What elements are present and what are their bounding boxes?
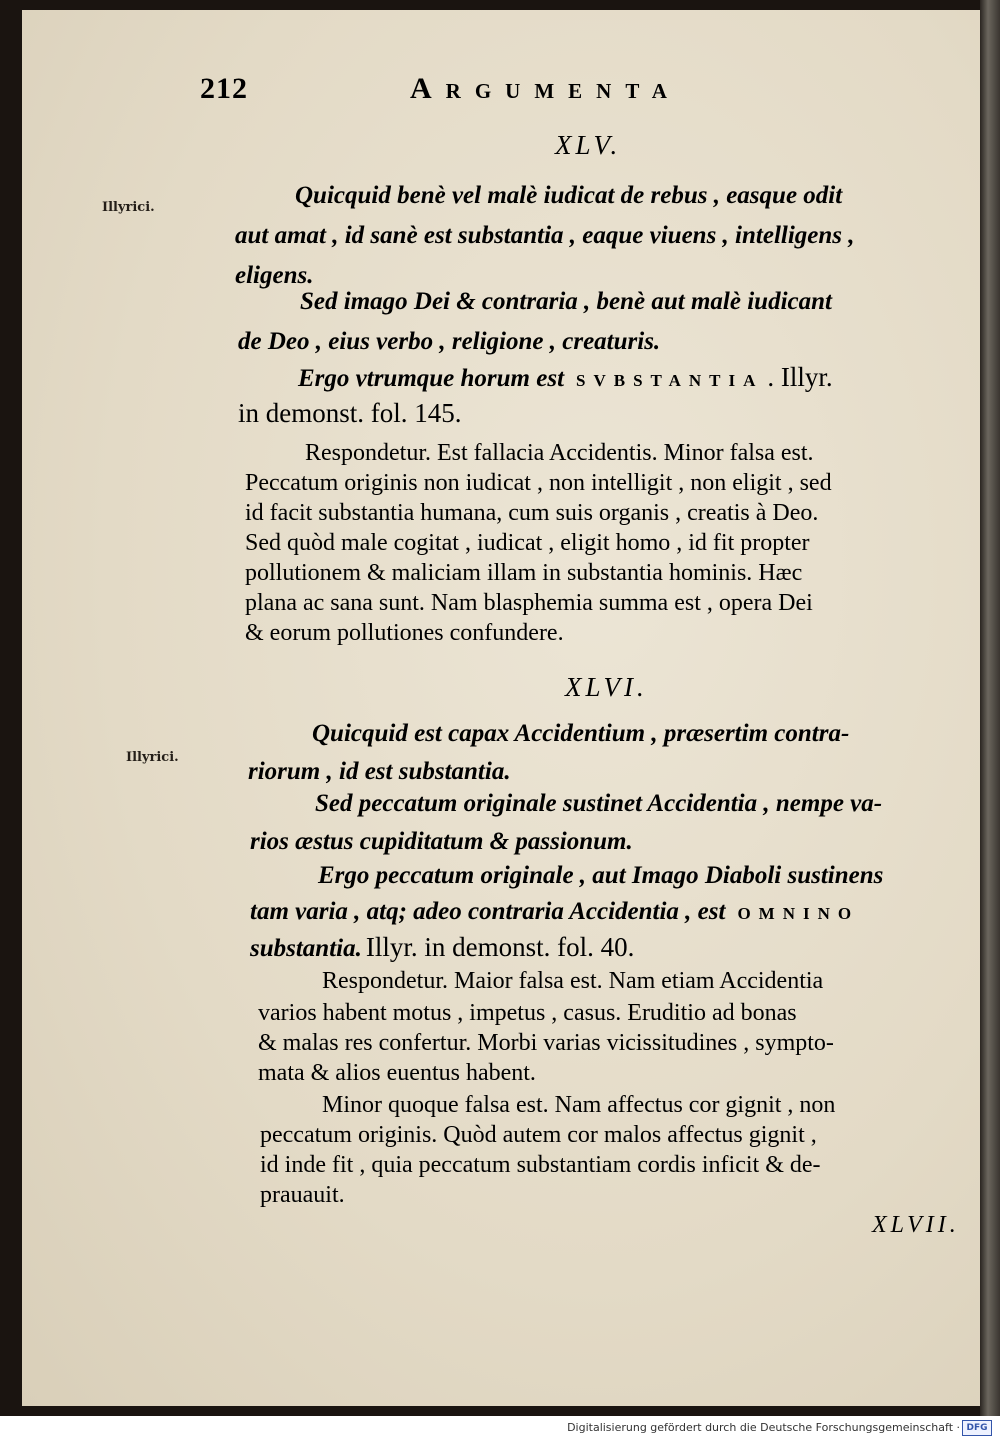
text-line [250,898,859,926]
text-line: Respondetur. Maior falsa est. Nam etiam Accidentia [322,968,824,994]
catchword: XLVII. [872,1212,960,1238]
running-header [200,72,760,112]
text-line: Sed imago Dei & contraria , benè aut malè iudicant [300,288,832,315]
text-line: Respondetur. Est fallacia Accidentis. Minor falsa est. [305,440,814,466]
dfg-logo[interactable]: DFG [962,1420,992,1436]
footer-bar [0,1416,1000,1440]
emphasized-word: SVBSTANTIA [576,371,764,390]
conclusion-text: tam varia , atq; adeo contraria Accidentia , est [250,898,726,925]
text-line: peccatum originis. Quòd autem cor malos affectus gignit , [260,1122,817,1148]
text-line: Peccatum originis non iudicat , non intelligit , non eligit , sed [245,470,832,496]
running-title: Argumenta [410,72,681,105]
text-line [298,362,833,393]
text-line: aut amat , id sanè est substantia , eaque viuens , intelligens , [235,222,855,249]
text-line: id inde fit , quia peccatum substantiam cordis inficit & de- [260,1152,821,1178]
section-numeral: XLVI. [565,672,648,702]
section-numeral: XLV. [555,130,622,160]
book-page [22,10,980,1406]
text-line: Ergo peccatum originale , aut Imago Diaboli sustinens [318,862,884,889]
text-line: Quicquid est capax Accidentium , præsertim contra- [312,720,850,747]
citation-text: Illyr. in demonst. fol. 40. [365,932,635,962]
text-line: id facit substantia humana, cum suis organis , creatis à Deo. [245,500,819,526]
text-line: riorum , id est substantia. [248,758,511,785]
text-line: Quicquid benè vel malè iudicat de rebus , easque odit [295,182,843,209]
text-line: varios habent motus , impetus , casus. Eruditio ad bonas [258,1000,797,1026]
text-line: Sed quòd male cogitat , iudicat , eligit homo , id fit propter [245,530,810,556]
text-line: prauauit. [260,1182,345,1208]
book-edge [980,0,1000,1416]
margin-note: Illyrici. [102,200,155,215]
text-line: & eorum pollutiones confundere. [245,620,564,646]
text-line: plana ac sana sunt. Nam blasphemia summa est , opera Dei [245,590,813,616]
text-line [250,932,634,963]
text-line: mata & alios euentus habent. [258,1060,536,1086]
margin-note: Illyrici. [126,750,179,765]
emphasized-word: substantia. [250,935,362,962]
text-line: de Deo , eius verbo , religione , creaturis. [238,328,661,355]
text-line: eligens. [235,262,314,289]
text-line: Sed peccatum originale sustinet Accidentia , nempe va- [315,790,883,817]
text-line: rios æstus cupiditatum & passionum. [250,828,633,855]
citation-text: . Illyr. [767,362,833,392]
page-number: 212 [200,72,248,105]
conclusion-text: Ergo vtrumque horum est [298,365,565,392]
text-line: & malas res confertur. Morbi varias vicissitudines , sympto- [258,1030,834,1056]
text-line: Minor quoque falsa est. Nam affectus cor gignit , non [322,1092,836,1118]
footer-credit: Digitalisierung gefördert durch die Deutsche Forschungsgemeinschaft · [567,1421,960,1434]
text-line: in demonst. fol. 145. [238,398,462,428]
emphasized-word: OMNINO [737,904,860,923]
text-line: pollutionem & maliciam illam in substantia hominis. Hæc [245,560,803,586]
